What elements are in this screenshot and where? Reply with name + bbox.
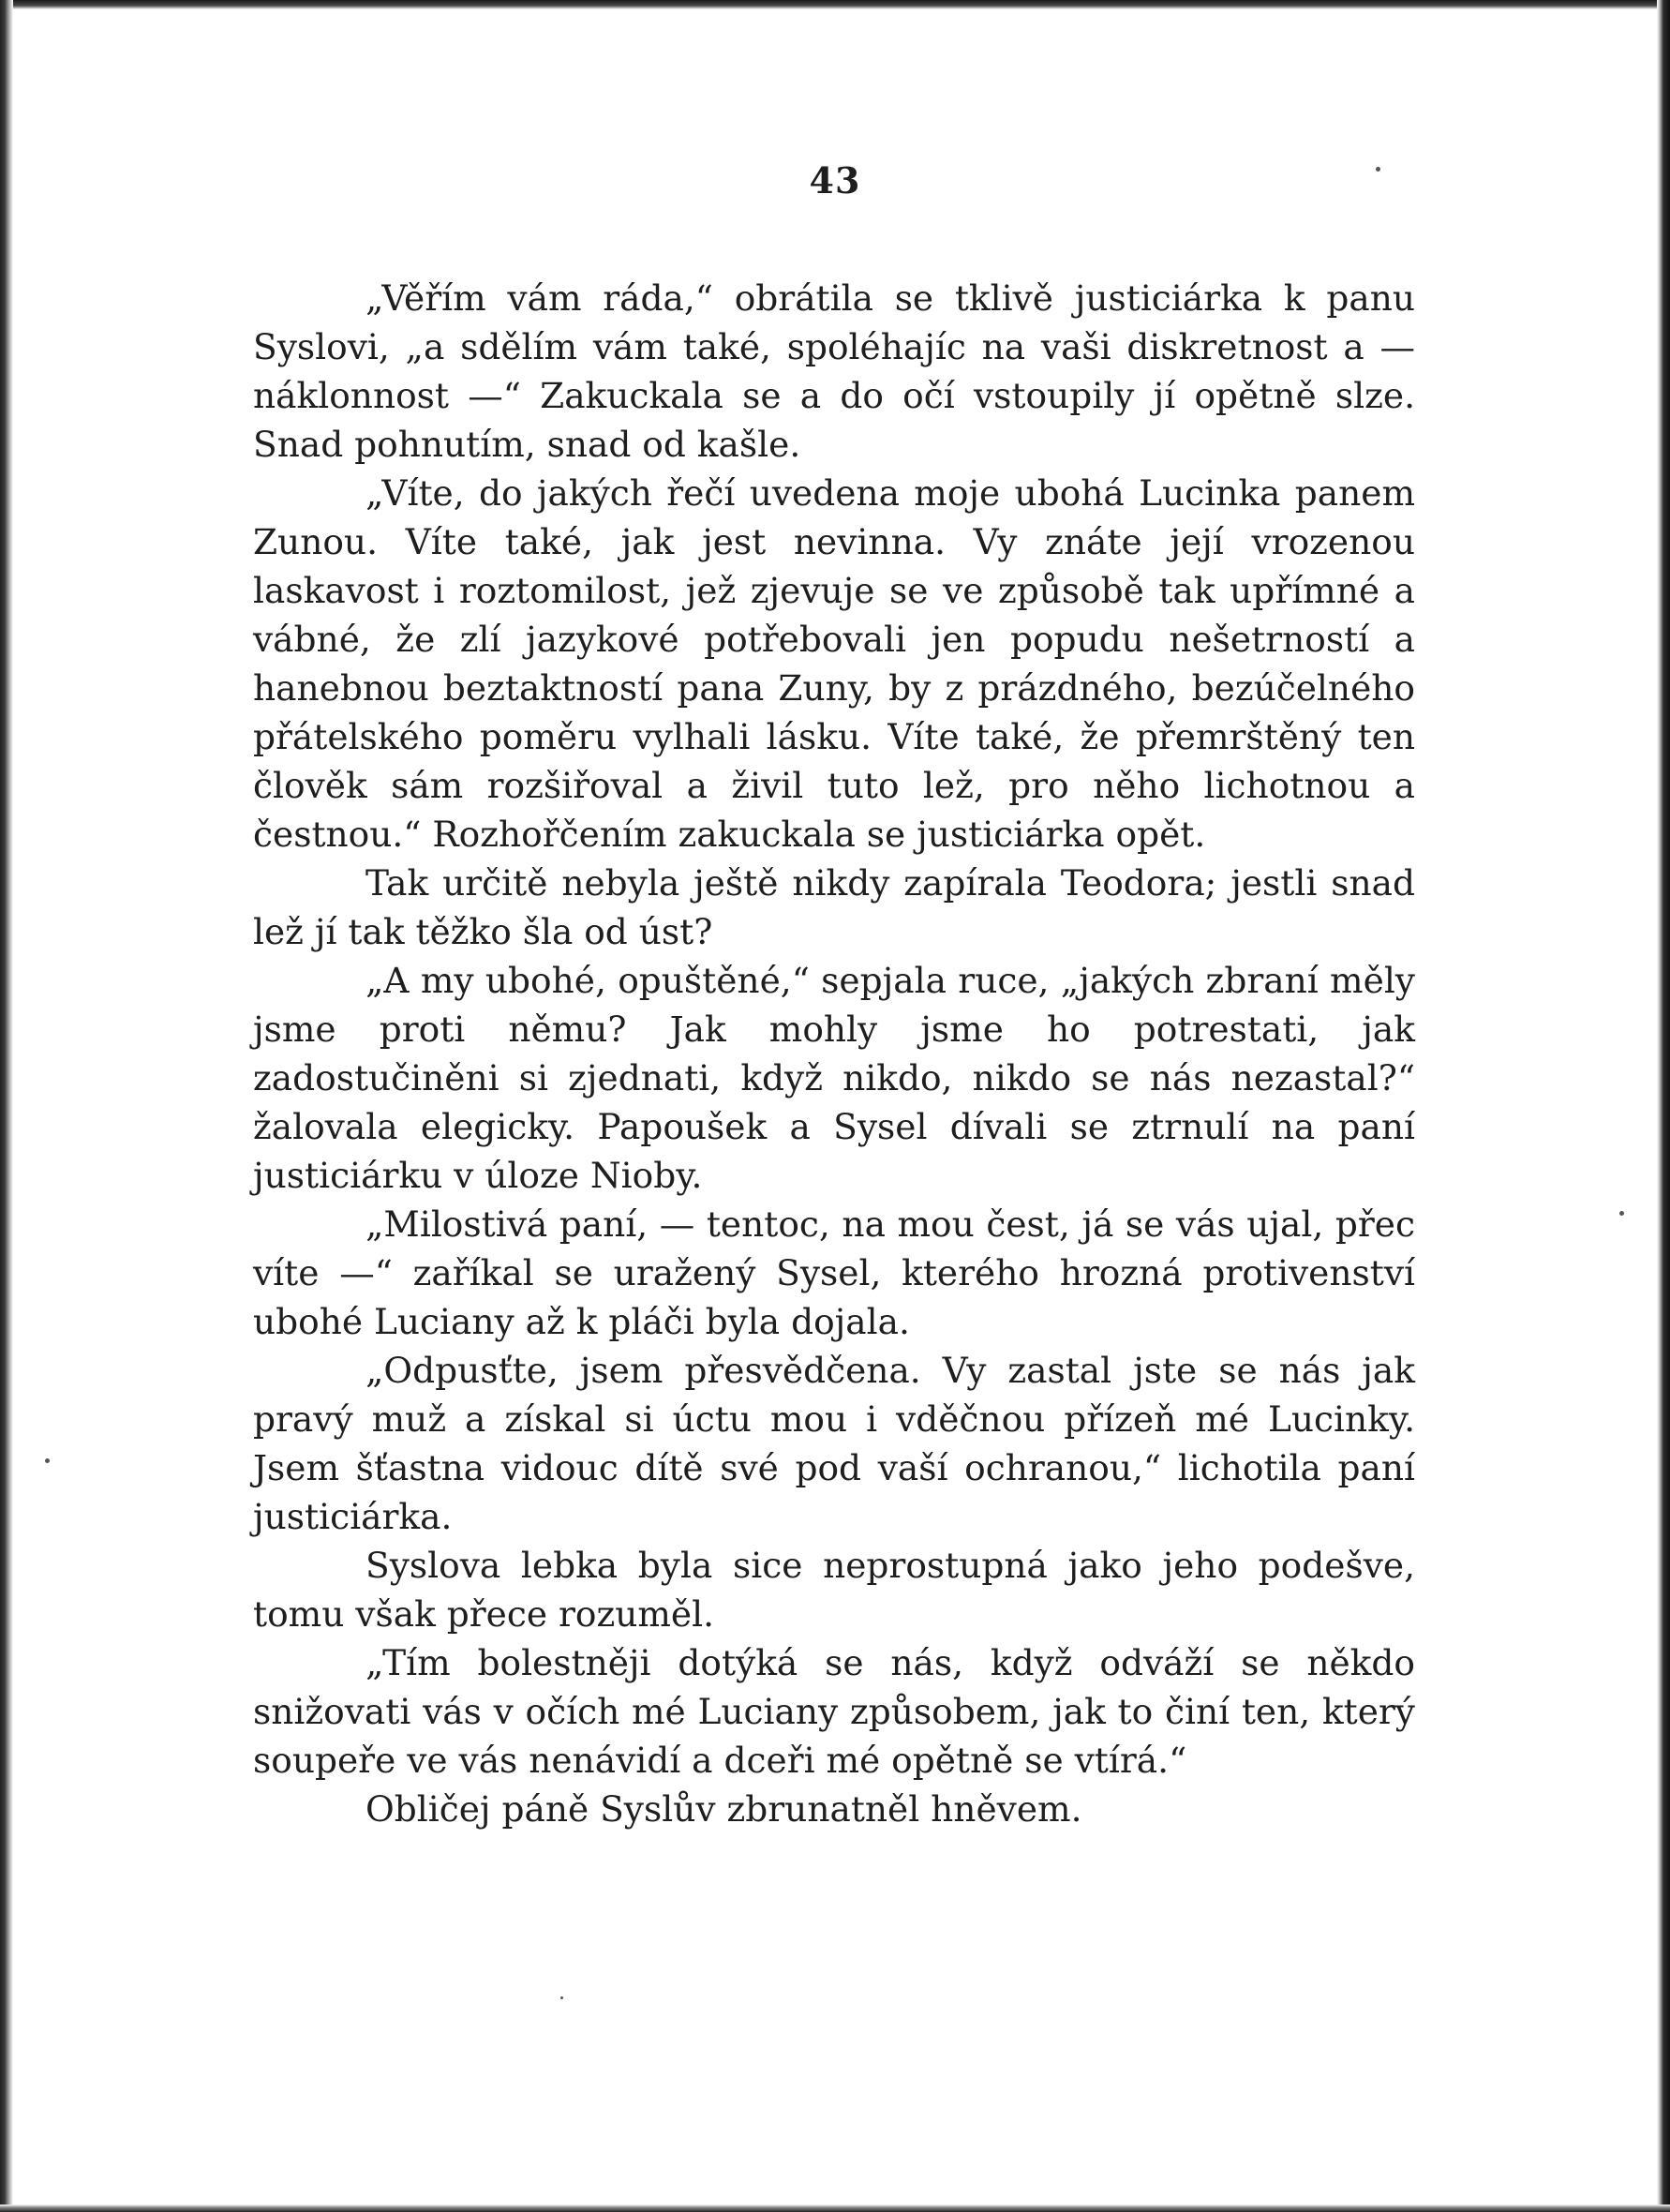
scan-speck — [560, 1996, 563, 1999]
paragraph: „Milostivá paní, — tentoc, na mou čest, já se vás ujal, přec víte —“ zaříkal se uražený Sysel, kterého hrozná protivenství ubohé Luciany až k pláči byla dojala. — [253, 1203, 1415, 1342]
paragraph: Tak určitě nebyla ještě nikdy zapírala Teodora; jestli snad lež jí tak těžko šla od úst? — [253, 862, 1415, 952]
scan-border-right — [1657, 0, 1670, 2212]
paragraph: „Odpusťte, jsem přesvědčena. Vy zastal jste se nás jak pravý muž a získal si úctu mou i vděčnou přízeň mé Lucinky. Jsem šťastna vidouc dítě své pod vaší ochranou,“ lichotila paní justiciárka. — [253, 1350, 1415, 1537]
scan-border-top — [0, 0, 1670, 9]
scan-speck — [1619, 1211, 1624, 1216]
paragraph: „Víte, do jakých řečí uvedena moje ubohá Lucinka panem Zunou. Víte také, jak jest nevinna. Vy znáte její vrozenou laskavost i roztomilost, jež zjevuje se ve způsobě tak upřímné a vábné, že zlí jazykové potřebovali jen popudu nešetrností a hanebnou beztaktností pana Zuny, by z prázdného, bezúčelného přátelského poměru vylhali lásku. Víte také, že přemrštěný ten člověk sám rozšiřoval a živil tuto lež, pro něho lichotnou a čestnou.“ Rozhořčením zakuckala se justiciárka opět. — [253, 472, 1415, 855]
scan-speck — [45, 1458, 50, 1463]
paragraph: Obličej páně Syslův zbrunatněl hněvem. — [365, 1788, 1082, 1830]
body-text — [253, 274, 1415, 1833]
paragraph: Syslova lebka byla sice neprostupná jako jeho podešve, tomu však přece rozuměl. — [253, 1545, 1415, 1635]
scan-border-left — [0, 0, 13, 2212]
paragraph: „A my ubohé, opuštěné,“ sepjala ruce, „jakých zbraní měly jsme proti němu? Jak mohly jsme ho potrestati, jak zadostučiněni si zjednati, když nikdo, nikdo se nás nezastal?“ žalovala elegicky. Papoušek a Sysel dívali se ztrnulí na paní justiciárku v úloze Nioby. — [253, 960, 1415, 1196]
paragraph: „Věřím vám ráda,“ obrátila se tklivě justiciárka k panu Syslovi, „a sdělím vám také, spoléhajíc na vaši diskretnost a — náklonnost —“ Zakuckala se a do očí vstoupily jí opětně slze. Snad pohnutím, snad od kašle. — [253, 277, 1415, 465]
scan-border-bottom — [0, 2205, 1670, 2212]
paragraph: „Tím bolestněji dotýká se nás, když odváží se někdo snižovati vás v očích mé Luciany způsobem, jak to činí ten, který soupeře ve vás nenávidí a dceři mé opětně se vtírá.“ — [253, 1642, 1415, 1781]
page-number: 43 — [809, 159, 861, 202]
